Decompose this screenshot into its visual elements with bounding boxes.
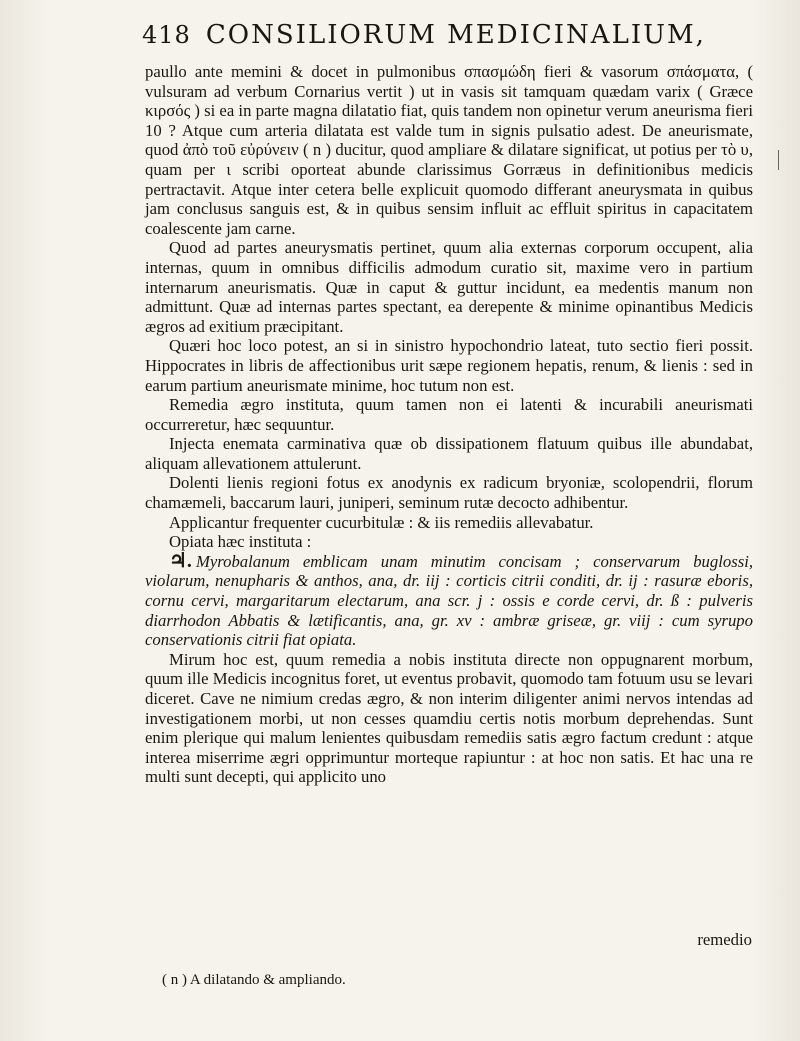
recipe-text: Myrobalanum emblicam unam minutim concisam ; conservarum buglossi, violarum, nenupharis & anthos, ana, dr. iij : corticis citrii conditi, dr. ij : rasuræ eboris, cornu cervi, margaritarum electarum, ana scr. j : ossis e corde cervi, dr. ß : pulveris diarrhodon Abbatis & lætificantis, ana, gr. xv : ambræ griseæ, gr. viij : cum syrupo conservationis citrii fiat opiata.	[145, 551, 753, 650]
paragraph-remedia: Remedia ægro instituta, quum tamen non ei latenti & incurabili aneurismati occurreretur, hæc sequuntur.	[145, 395, 753, 434]
body-text	[145, 62, 753, 787]
paragraph-fotus: Dolenti lienis regioni fotus ex anodynis ex radicum bryoniæ, scolopendrii, florum chamæmeli, baccarum lauri, juniperi, seminum rutæ decocto adhibentur.	[145, 473, 753, 513]
paragraph-mirum: Mirum hoc est, quum remedia a nobis instituta directe non oppugnarent morbum, quum ille Medicis incognitus foret, ut eventus probavit, quomodo tam fotuum usu se levari diceret. Cave ne nimium credas ægro, & non interim diligenter animi nervos intendas ad investigationem morbi, ut non cesses quamdiu certis notis morbum deprehendas. Sunt enim plerique qui malum lenientes quibusdam remediis satis ægro factum credunt : atque interea miserrime ægri opprimuntur morteque rapiuntur : at hoc non satis. Et hac una re multi sunt decepti, qui applicito uno	[145, 649, 753, 787]
footnote: ( n ) A dilatando & ampliando.	[162, 972, 346, 988]
recipe-paragraph	[145, 549, 753, 650]
margin-rule-mark	[778, 150, 779, 170]
paragraph-cucurbitulae: Applicantur frequenter cucurbitulæ : & iis remediis allevabatur.	[169, 512, 594, 532]
page-header	[142, 20, 706, 60]
paragraph-opiata-intro: Opiata hæc instituta :	[169, 532, 312, 552]
paragraph-sectio: Quæri hoc loco potest, an si in sinistro hypochondrio lateat, tuto sectio fieri possit. Hippocrates in libris de affectionibus urit sæpe regionem hepatis, renum, & lienis : sed in earum partium aneurismate minime, hoc tutum non est.	[145, 336, 753, 395]
recipe-symbol: ♃.	[169, 549, 192, 572]
paragraph-aneurism-definition: paullo ante memini & docet in pulmonibus σπασμώδη fieri & vasorum σπάσματα, ( vulsuram ad verbum Cornarius vertit ) ut in vasis sit tamquam quædam varix ( Græce κιρσός ) si ea in parte magna dilatatio fiat, quis tandem non opinetur verum aneurisma fieri 10 ? Atque cum arteria dilatata est valde tum in signis pulsatio adest. De aneurismate, quod ἀπὸ τοῦ εὐρύνειν ( n ) ducitur, quod ampliare & dilatare significat, ut potius per τὸ υ, quam per ι scribi oporteat abunde clarissimus Gorræus in definitionibus medicis pertractavit. Atque inter cetera belle explicuit quomodo differant aneurysmata in quibus jam conclusus sanguis est, & in quibus sensim influit ac effluit spiritus in capacitatem coalescente jam carne.	[145, 62, 753, 238]
catchword: remedio	[697, 930, 752, 949]
paragraph-enemata: Injecta enemata carminativa quæ ob dissipationem flatuum quibus ille abundabat, aliquam allevationem attulerunt.	[145, 434, 753, 473]
page-number: 418	[142, 21, 191, 49]
paragraph-parts: Quod ad partes aneurysmatis pertinet, quum alia externas corporum occupent, alia internas, quum in omnibus difficilis admodum curatio sit, maxime vero in partium internarum aneurismatis. Quæ in caput & guttur incidunt, ea medentis manum non admittunt. Quæ ad internas partes spectant, ea derepente & minime opinantibus Medicis ægros ad exitium præcipitant.	[145, 238, 753, 336]
running-title: CONSILIORUM MEDICINALIUM,	[205, 20, 706, 50]
